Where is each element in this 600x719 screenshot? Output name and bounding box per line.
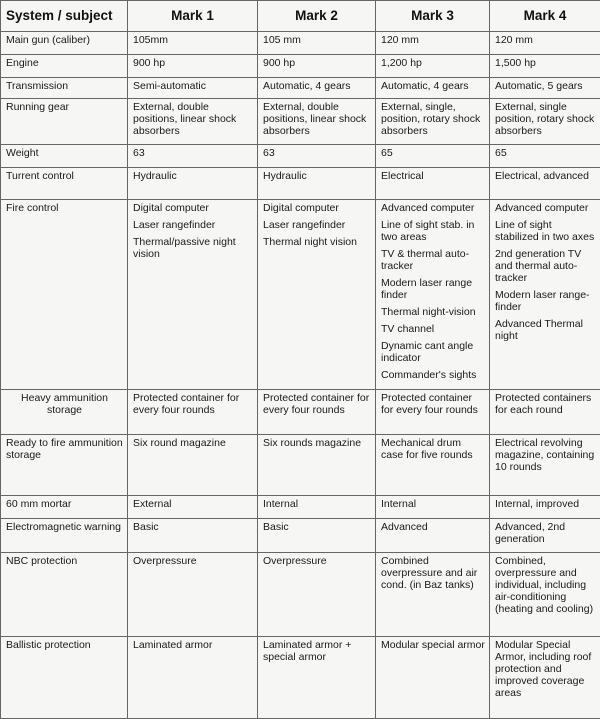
list-item: 2nd generation TV and thermal auto-tracker [495,248,596,284]
table-cell: Hydraulic [258,168,376,200]
list-item: TV & thermal auto-tracker [381,248,485,272]
list-item: Thermal night vision [263,236,371,248]
table-cell: Semi-automatic [128,78,258,99]
table-cell: Basic [258,519,376,553]
table-cell: External, single position, rotary shock absorbers [490,99,600,145]
list-item: Modern laser range finder [381,277,485,301]
table-cell: 65 [490,145,600,168]
list-item: TV channel [381,323,485,335]
table-row [1,78,600,99]
table-cell: External, double positions, linear shock absorbers [258,99,376,145]
table-cell: Laminated armor + special armor [258,637,376,719]
table-cell: Protected container for every four rounds [258,390,376,435]
table-cell: Overpressure [258,553,376,637]
table-cell: Hydraulic [128,168,258,200]
table-cell: Protected container for every four rounds [128,390,258,435]
header-cell: Mark 2 [258,1,376,32]
table-cell [376,200,490,390]
table-row [1,168,600,200]
table-cell [490,200,600,390]
list-item: Laser rangefinder [263,219,371,231]
list-item: Modern laser range-finder [495,289,596,313]
table-cell: Six round magazine [128,435,258,496]
row-subject: Heavy ammunition storage [1,390,128,435]
table-cell: 1,500 hp [490,55,600,78]
row-subject: Ready to fire ammunition storage [1,435,128,496]
table-row [1,390,600,435]
table-cell: Six rounds magazine [258,435,376,496]
row-subject: Ballistic protection [1,637,128,719]
table-row [1,496,600,519]
fire-control-list [495,202,596,342]
table-cell [128,200,258,390]
table-cell: Electrical [376,168,490,200]
table-cell: Combined overpressure and air cond. (in Baz tanks) [376,553,490,637]
table-cell: 120 mm [490,32,600,55]
table-cell: Basic [128,519,258,553]
list-item: Digital computer [133,202,253,214]
table-row [1,55,600,78]
list-item: Digital computer [263,202,371,214]
header-cell: Mark 1 [128,1,258,32]
table-cell: Internal, improved [490,496,600,519]
table-cell: 63 [128,145,258,168]
fire-control-list [381,202,485,381]
table-row [1,99,600,145]
table-cell: Overpressure [128,553,258,637]
table-row [1,145,600,168]
table-cell: 900 hp [128,55,258,78]
table-row [1,32,600,55]
row-subject: Engine [1,55,128,78]
list-item: Line of sight stabilized in two axes [495,219,596,243]
table-cell: Internal [258,496,376,519]
table-cell: Combined, overpressure and individual, including air-conditioning (heating and cooling) [490,553,600,637]
row-subject: Main gun (caliber) [1,32,128,55]
table-cell: Automatic, 4 gears [376,78,490,99]
table-row [1,519,600,553]
table-cell: 63 [258,145,376,168]
table-cell: External, double positions, linear shock absorbers [128,99,258,145]
table-cell: External, single, position, rotary shock absorbers [376,99,490,145]
table-cell: External [128,496,258,519]
table-cell: Protected containers for each round [490,390,600,435]
table-cell: Internal [376,496,490,519]
table-cell: Laminated armor [128,637,258,719]
header-cell: Mark 4 [490,1,600,32]
table-cell: Advanced, 2nd generation [490,519,600,553]
table-cell: Modular special armor [376,637,490,719]
table-cell: 105mm [128,32,258,55]
list-item: Advanced computer [381,202,485,214]
table-cell: Protected container for every four rounds [376,390,490,435]
table-cell: 900 hp [258,55,376,78]
fire-control-list [263,202,371,248]
row-subject: Weight [1,145,128,168]
table-cell: Mechanical drum case for five rounds [376,435,490,496]
list-item: Line of sight stab. in two areas [381,219,485,243]
list-item: Thermal/passive night vision [133,236,253,260]
list-item: Laser rangefinder [133,219,253,231]
table-row [1,200,600,390]
table-cell: 105 mm [258,32,376,55]
list-item: Dynamic cant angle indicator [381,340,485,364]
table-cell [258,200,376,390]
table-cell: 120 mm [376,32,490,55]
row-subject: Turrent control [1,168,128,200]
row-subject: 60 mm mortar [1,496,128,519]
table-cell: Electrical revolving magazine, containing 10 rounds [490,435,600,496]
row-subject: NBC protection [1,553,128,637]
table-row [1,435,600,496]
table-cell: 1,200 hp [376,55,490,78]
table-cell: 65 [376,145,490,168]
row-subject: Fire control [1,200,128,390]
table-cell: Automatic, 5 gears [490,78,600,99]
table-row [1,637,600,719]
table-cell: Automatic, 4 gears [258,78,376,99]
header-row [1,1,600,32]
table-cell: Advanced [376,519,490,553]
row-subject: Running gear [1,99,128,145]
table-cell: Electrical, advanced [490,168,600,200]
row-subject: Transmission [1,78,128,99]
header-cell: System / subject [1,1,128,32]
row-subject: Electromagnetic warning [1,519,128,553]
table-row [1,553,600,637]
list-item: Advanced computer [495,202,596,214]
list-item: Commander's sights [381,369,485,381]
header-cell: Mark 3 [376,1,490,32]
list-item: Thermal night-vision [381,306,485,318]
table-cell: Modular Special Armor, including roof protection and improved coverage areas [490,637,600,719]
list-item: Advanced Thermal night [495,318,596,342]
fire-control-list [133,202,253,260]
